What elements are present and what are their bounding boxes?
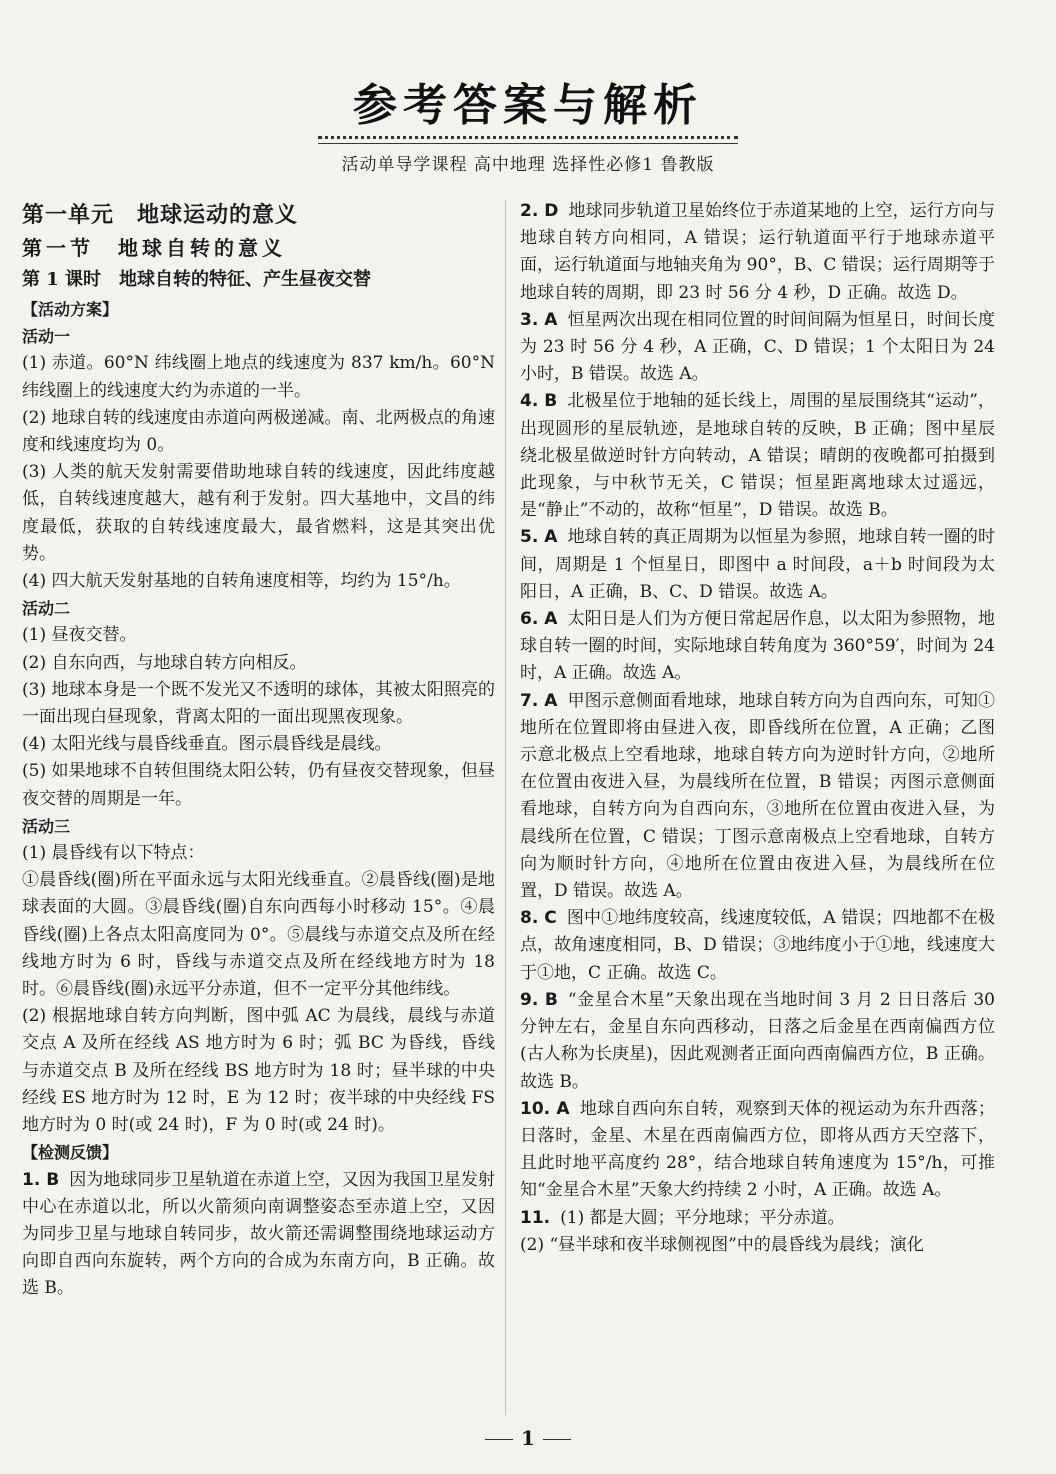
answer-text: 地球自转的真正周期为以恒星为参照，地球自转一圈的时间，周期是 1 个恒星日，即图中 a 时间段，a＋b 时间段为太阳日，A 正确，B、C、D 错误。故选 A。 [520, 527, 995, 602]
activity-two-item-2: (2) 自东向西，与地球自转方向相反。 [22, 652, 307, 673]
activity-one-item-3: (3) 人类的航天发射需要借助地球自转的线速度，因此纬度越低，自转线速度越大，越有利于发射。四大基地中，文昌的纬度最低，获取的自转线速度最大，最省燃料，这是其突出优势。 [22, 462, 495, 564]
answer-text: “金星合木星”天象出现在当地时间 3 月 2 日日落后 30 分钟左右，金星自东向西移动，日落之后金星在西南偏西方位(古人称为长庚星)，因此观测者正面向西南偏西方位，B 正确。故选 B。 [520, 989, 995, 1092]
activity-plan-heading: 【活动方案】 [22, 300, 119, 319]
activity-one-item-2: (2) 地球自转的线速度由赤道向两极递减。南、北两极点的角速度和线速度均为 0。 [22, 407, 495, 456]
left-column [22, 198, 495, 1303]
activity-two-item-3: (3) 地球本身是一个既不发光又不透明的球体，其被太阳照亮的一面出现白昼现象，背离太阳的一面出现黑夜现象。 [22, 679, 495, 728]
answer-9 [520, 987, 995, 1096]
answer-number: 11. [520, 1207, 551, 1228]
activity-one-item-4: (4) 四大航天发射基地的自转角速度相等，均约为 15°/h。 [22, 571, 461, 592]
activity-two-item-1: (1) 昼夜交替。 [22, 625, 137, 646]
answer-text: 北极星位于地轴的延长线上，周围的星辰围绕其“运动”，出现圆形的星辰轨迹，是地球自转的反映，B 正确；图中星辰绕北极星做逆时针方向转动，A 错误；晴朗的夜晚都可拍摄到此现象，与中秋节无关，C 错误；恒星距离地球太过遥远，是“静止”不动的，故称“恒星”，D 错误。故选 B。 [520, 391, 995, 521]
answer-text: 甲图示意侧面看地球，地球自转方向为自西向东，可知①地所在位置即将由昼进入夜，即昏线所在位置，A 正确；乙图示意北极点上空看地球，地球自转方向为逆时针方向，②地所在位置由夜进入昼，为晨线所在位置，B 错误；丙图示意侧面看地球，自转方向为自西向东，③地所在位置由夜进入昼，为晨线所在位置，C 错误；丁图示意南极点上空看地球，自转方向为顺时针方向，④地所在位置由夜进入昼，为晨线所在位置，D 错误。故选 A。 [520, 690, 995, 902]
answer-1 [22, 1167, 495, 1303]
activity-three-heading: 活动三 [22, 816, 71, 836]
answer-number: 8. C [520, 908, 557, 929]
answer-number: 5. A [520, 527, 558, 548]
activity-two-item-4: (4) 太阳光线与晨昏线垂直。图示晨昏线是晨线。 [22, 734, 392, 755]
answer-5 [520, 524, 995, 606]
answer-11-part-2: (2) “昼半球和夜半球侧视图”中的晨昏线为晨线；演化 [520, 1234, 924, 1255]
answer-number: 3. A [520, 309, 558, 330]
activity-one-item-1: (1) 赤道。60°N 纬线圈上地点的线速度为 837 km/h。60°N 纬线圈上的线速度大约为赤道的一半。 [22, 353, 495, 401]
answer-number: 1. B [22, 1169, 60, 1190]
activity-two-item-5: (5) 如果地球不自转但围绕太阳公转，仍有昼夜交替现象，但昼夜交替的周期是一年。 [22, 761, 495, 809]
title-divider [318, 136, 738, 144]
answer-number: 10. A [520, 1098, 570, 1119]
answer-8 [520, 905, 995, 987]
activity-three-item-2: ①晨昏线(圈)所在平面永远与太阳光线垂直。②晨昏线(圈)是地球表面的大圆。③晨昏线(圈)自东向西每小时移动 15°。④晨昏线(圈)上各点太阳高度同为 0°。⑤晨线与赤道交点及所在经线地方时为 6 时，昏线与赤道交点及所在经线地方时为 18 时。⑥晨昏线(圈)永远平分赤道，但不一定平分其他纬线。 [22, 870, 495, 1000]
answer-text: 地球同步轨道卫星始终位于赤道某地的上空，运行方向与地球自转方向相同，A 错误；运行轨道面平行于地球赤道平面，运行轨道面与地轴夹角为 90°，B、C 错误；运行周期等于地球自转的周期，即 23 时 56 分 4 秒，D 正确。故选 D。 [520, 201, 995, 303]
feedback-heading: 【检测反馈】 [22, 1143, 119, 1163]
answer-10 [520, 1096, 995, 1205]
answer-text: 图中①地纬度较高，线速度较低，A 错误；四地都不在极点，故角速度相同，B、D 错误；③地纬度小于①地，线速度大于①地，C 正确。故选 C。 [520, 908, 996, 983]
answer-text: 太阳日是人们为方便日常起居作息，以太阳为参照物，地球自转一圈的时间，实际地球自转角度为 360°59′，时间为 24 时，A 正确。故选 A。 [520, 609, 995, 684]
answer-text: 因为地球同步卫星轨道在赤道上空，又因为我国卫星发射中心在赤道以北，所以火箭须向南调整姿态至赤道上空，又因为同步卫星与地球自转同步，故火箭还需调整围绕地球运动方向即自西向东旋转，两个方向的合成为东南方向，B 正确。故选 B。 [22, 1169, 495, 1299]
answer-number: 7. A [520, 690, 558, 711]
lesson-title: 第 1 课时 地球自转的特征、产生昼夜交替 [22, 269, 372, 290]
page-header [0, 78, 1056, 175]
answer-text: 恒星两次出现在相同位置的时间间隔为恒星日，时间长度为 23 时 56 分 4 秒，A 正确，C、D 错误；1 个太阳日为 24 小时，B 错误。故选 A。 [520, 309, 995, 385]
page-number: 1 [521, 1426, 535, 1450]
answer-number: 4. B [520, 391, 558, 412]
answer-2 [520, 198, 995, 307]
column-divider [505, 200, 506, 1415]
book-subtitle: 活动单导学课程 高中地理 选择性必修1 鲁教版 [341, 155, 715, 175]
footer-dash-left [485, 1439, 513, 1440]
answer-number: 6. A [520, 609, 558, 630]
answer-text: (1) 都是大圆；平分地球；平分赤道。 [560, 1207, 845, 1228]
activity-one-heading: 活动一 [22, 327, 71, 347]
unit-title: 第一单元 地球运动的意义 [22, 202, 299, 228]
answer-number: 2. D [520, 201, 559, 221]
footer-dash-right [543, 1439, 571, 1440]
activity-two-heading: 活动二 [22, 599, 71, 619]
activity-three-item-3: (2) 根据地球自转方向判断，图中弧 AC 为晨线，晨线与赤道交点 A 及所在经线 AS 地方时为 6 时；弧 BC 为昏线，昏线与赤道交点 B 及所在经线 BS 地方时为 18 时；昼半球的中央经线 ES 地方时为 12 时，E 为 12 时；夜半球的中央经线 FS 地方时为 0 时(或 24 时)，F 为 0 时(或 24 时)。 [22, 1006, 495, 1136]
answer-text: 地球自西向东自转，观察到天体的视运动为东升西落；日落时，金星、木星在西南偏西方位，即将从西方天空落下，且此时地平高度约 28°，结合地球自转角速度为 15°/h，可推知“金星合木星”天象大约持续 2 小时，A 正确。故选 A。 [520, 1098, 995, 1201]
answer-7 [520, 688, 995, 906]
page-footer [0, 1426, 1056, 1450]
answer-11 [520, 1205, 995, 1232]
main-title: 参考答案与解析 [353, 80, 703, 131]
right-column [520, 198, 995, 1259]
answer-4 [520, 388, 995, 524]
answer-3 [520, 307, 995, 389]
answer-6 [520, 606, 995, 688]
activity-three-item-1: (1) 晨昏线有以下特点： [22, 843, 205, 864]
answer-number: 9. B [520, 989, 558, 1010]
section-title: 第一节 地球自转的意义 [22, 236, 286, 260]
